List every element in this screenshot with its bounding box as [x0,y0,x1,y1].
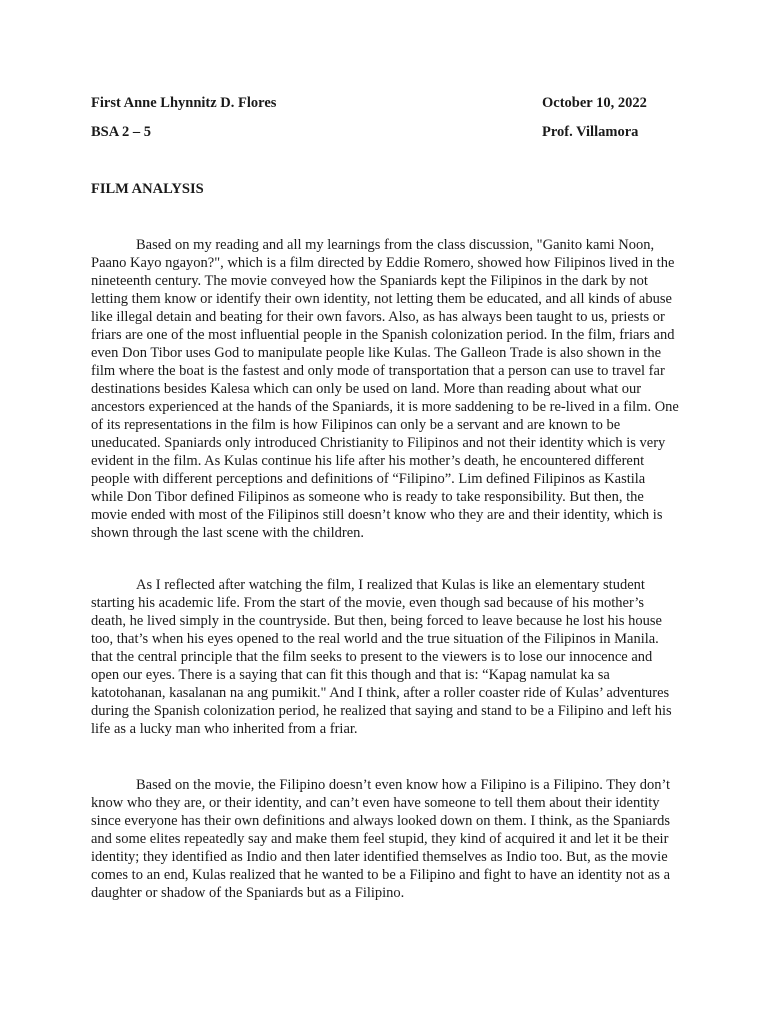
paragraph-2: As I reflected after watching the film, I realized that Kulas is like an elementary student starting his academic life. From the start of the movie, even though sad because of his mother’s death, he lived simply in the countryside. But then, being forced to leave because he lost his house too, that’s when his eyes opened to the real world and the true situation of the Filipinos in Manila. that the central principle that the film seeks to present to the viewers is to lose our innocence and open our eyes. There is a saying that can fit this though and that is: “Kapag namulat ka sa katotohanan, kasalanan na ang pumikit." And I think, after a roller coaster ride of Kulas’ adventures during the Spanish colonization period, he realized that saying and stand to be a Filipino and left his life as a lucky man who inherited from a friar. [91,577,672,737]
paragraph-1: Based on my reading and all my learnings from the class discussion, "Ganito kami Noon, Paano Kayo ngayon?", which is a film directed by Eddie Romero, showed how Filipinos lived in the nineteenth century. The movie conveyed how the Spaniards kept the Filipinos in the dark by not letting them know or identify their own identity, not letting them be educated, and all kinds of abuse like illegal detain and beating for their own favors. Also, as has always been taught to us, priests or friars are one of the most influential people in the Spanish colonization period. In the film, friars and even Don Tibor uses God to manipulate people like Kulas. The Galleon Trade is also shown in the film where the boat is the fastest and only mode of transportation that a person can use to travel far destinations besides Kalesa which can only be used on land. More than reading about what our ancestors experienced at the hands of the Spaniards, it is more saddening to be re-lived in a film. One of its representations in the film is how Filipinos can only be a servant and are known to be uneducated. Spaniards only introduced Christianity to Filipinos and not their identity which is very evident in the film. As Kulas continue his life after his mother’s death, he encountered different people with different perceptions and definitions of “Filipino”. Lim defined Filipinos as Kastila while Don Tibor defined Filipinos as someone who is ready to take responsibility. But then, the movie ended with most of the Filipinos still doesn’t know who they are and their identity, which is shown through the last scene with the children. [91,237,679,541]
student-name: First Anne Lhynnitz D. Flores [91,95,277,111]
course-section: BSA 2 – 5 [91,124,152,140]
professor-name: Prof. Villamora [542,124,639,140]
submission-date: October 10, 2022 [542,95,647,111]
paragraph-3: Based on the movie, the Filipino doesn’t even know how a Filipino is a Filipino. They don’t know who they are, or their identity, and can’t even have someone to tell them about their identity since everyone has their own definitions and always looked down on them. I think, as the Spaniards and some elites repeatedly say and make them feel stupid, they kind of acquired it and let it be their identity; they identified as Indio and then later identified themselves as Indio too. But, as the movie comes to an end, Kulas realized that he wanted to be a Filipino and fight to have an identity not as a daughter or shadow of the Spaniards but as a Filipino. [91,777,671,901]
document-title: FILM ANALYSIS [91,181,204,197]
